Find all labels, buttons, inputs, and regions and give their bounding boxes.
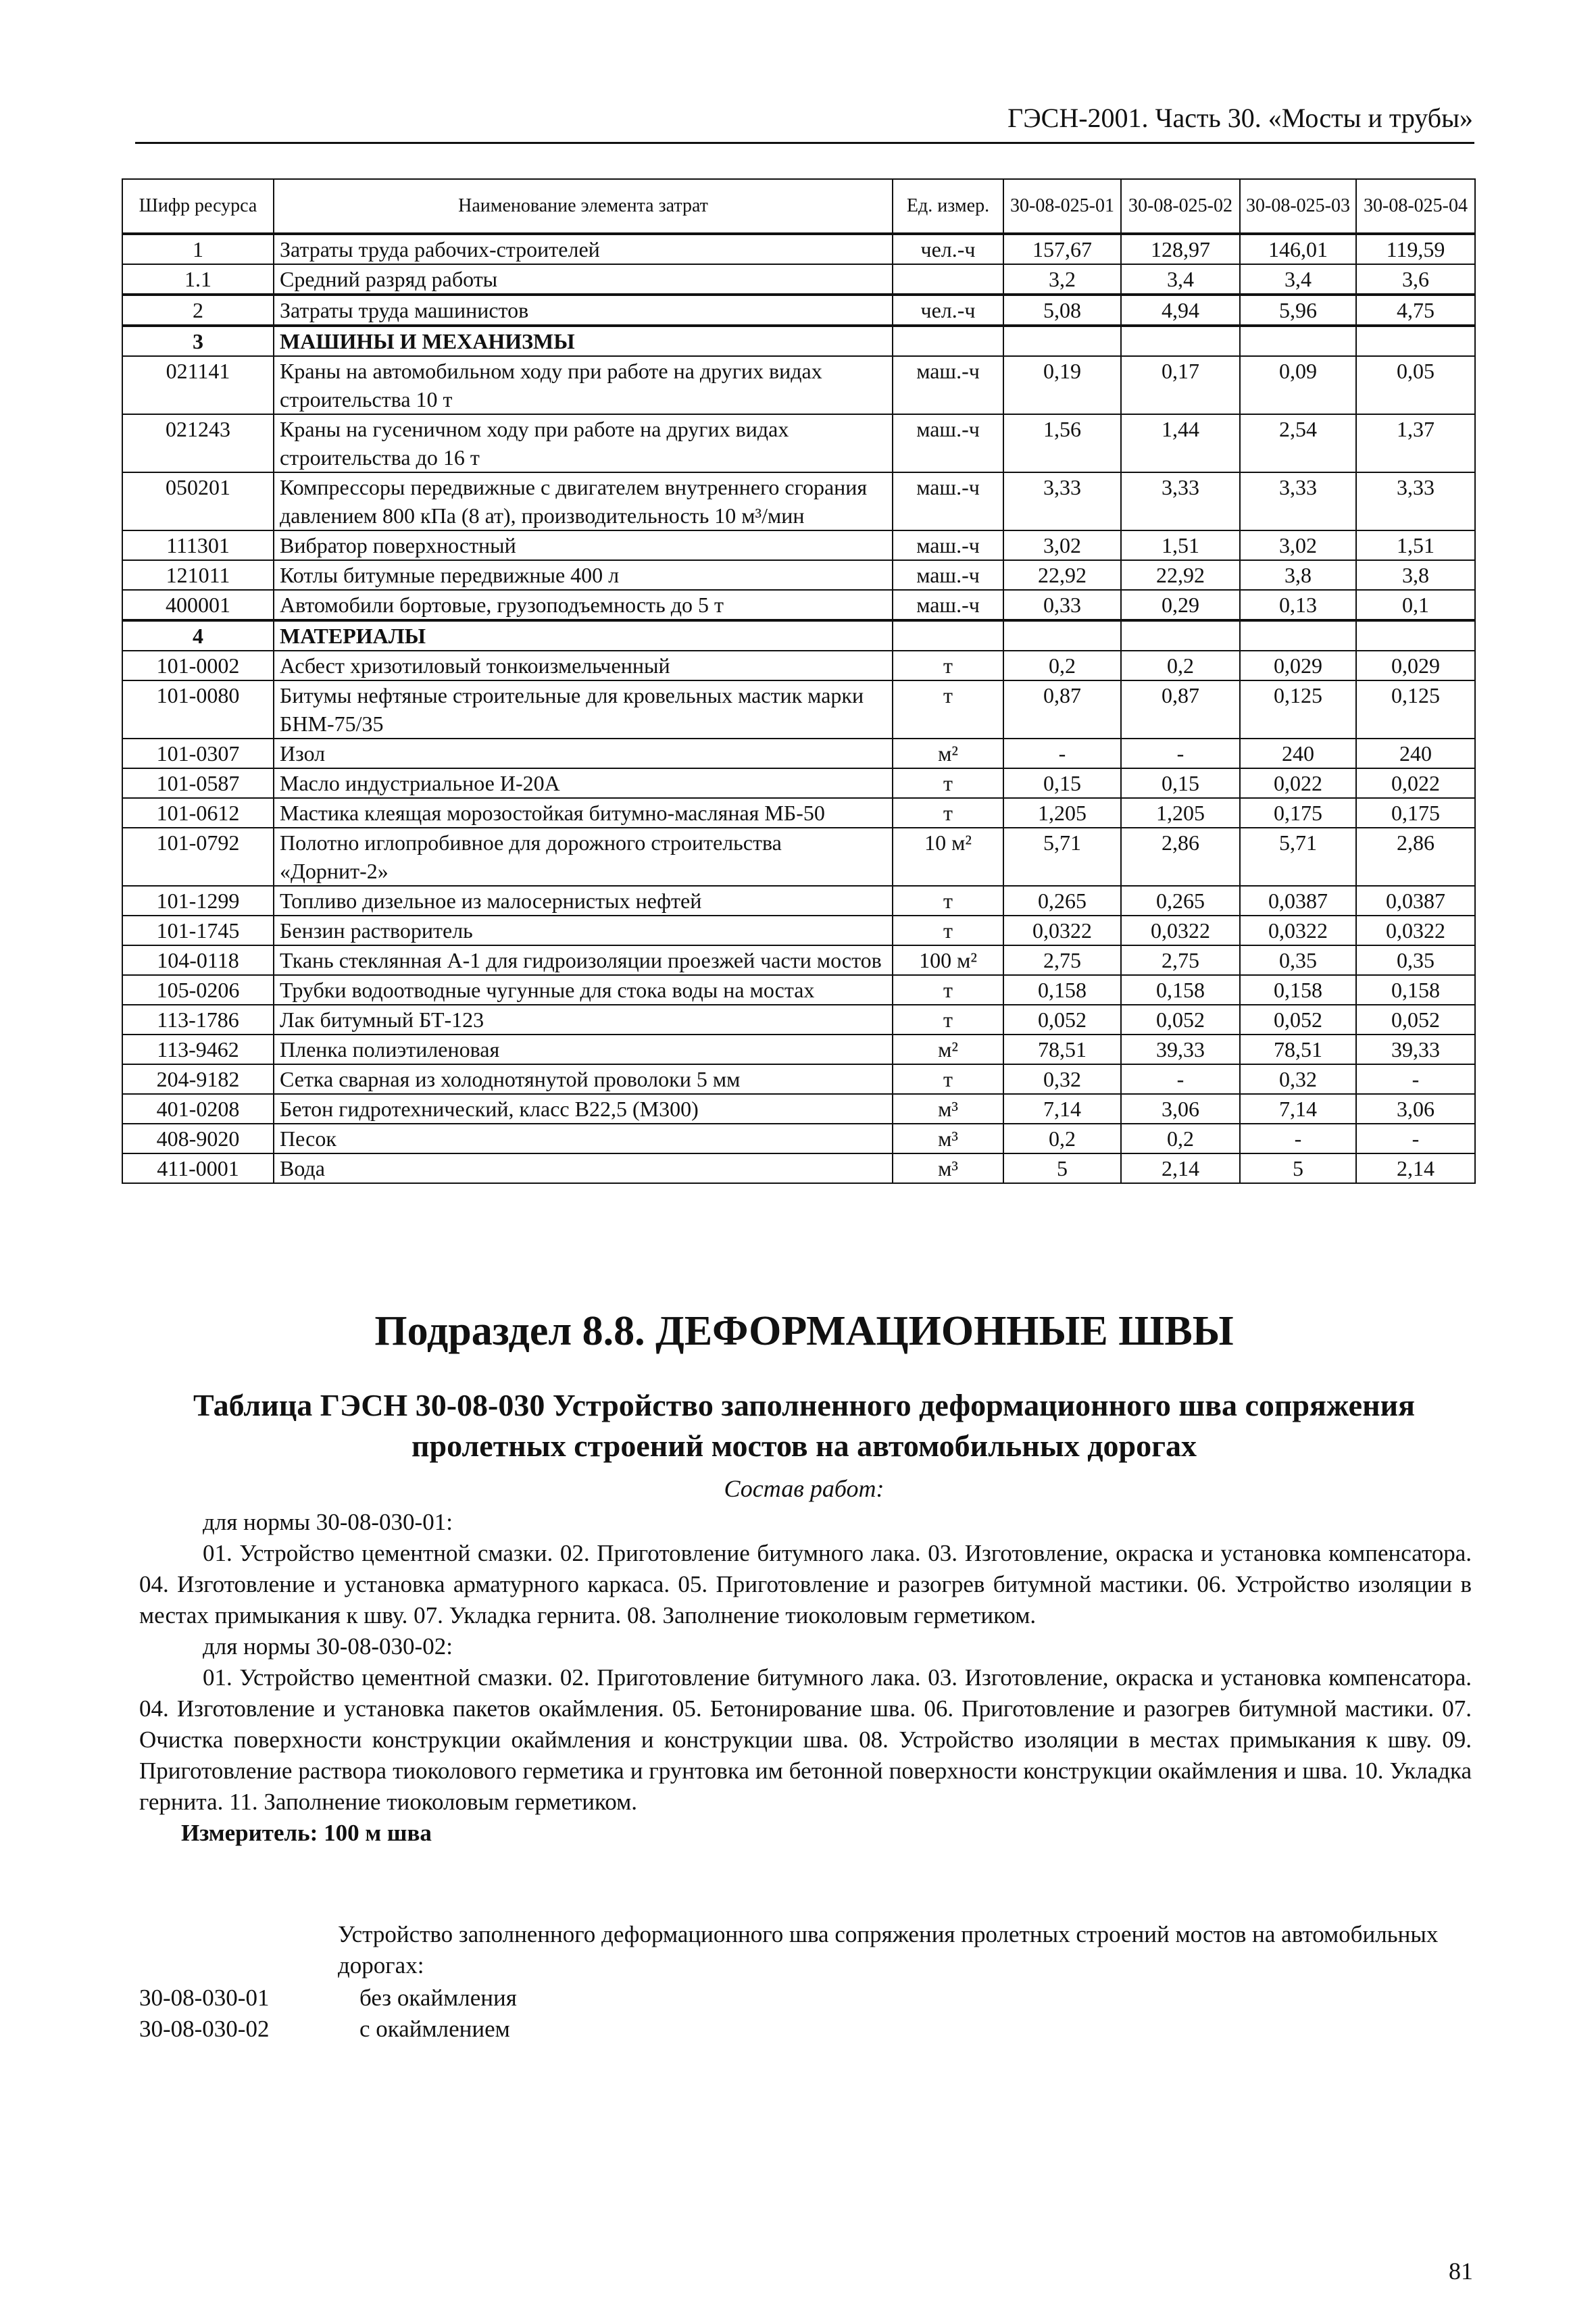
norm-02-value: 4,94 — [1121, 295, 1240, 326]
table-row — [122, 886, 1475, 916]
resource-code-cell: 101-0307 — [122, 739, 274, 768]
cost-element-cell: Изол — [274, 739, 893, 768]
cost-element-cell: Бетон гидротехнический, класс В22,5 (М300) — [274, 1094, 893, 1124]
resource-table — [122, 178, 1476, 1184]
norm-03-value: 0,32 — [1240, 1064, 1356, 1094]
table-header-row — [122, 179, 1475, 234]
resource-code-cell: 101-0587 — [122, 768, 274, 798]
norm-code: 30-08-030-01 — [139, 1985, 270, 2011]
resource-code-cell: 101-0612 — [122, 798, 274, 828]
norm-01-value: 0,87 — [1003, 680, 1121, 739]
cost-element-cell: Пленка полиэтиленовая — [274, 1035, 893, 1064]
norm-04-value: 0,1 — [1356, 590, 1475, 620]
unit-cell: маш.-ч — [893, 356, 1003, 414]
norm-01-value: 5,08 — [1003, 295, 1121, 326]
norm-04-value: 2,14 — [1356, 1153, 1475, 1183]
norm-04-value: 1,51 — [1356, 530, 1475, 560]
norm-02-value: 0,052 — [1121, 1005, 1240, 1035]
norm-03-value: - — [1240, 1124, 1356, 1153]
norm-01-value: 0,19 — [1003, 356, 1121, 414]
norm-04-value: 0,022 — [1356, 768, 1475, 798]
norm-04-value: 0,0322 — [1356, 916, 1475, 945]
table-section-row — [122, 326, 1475, 356]
norm-03-value: 2,54 — [1240, 414, 1356, 472]
table-row — [122, 1094, 1475, 1124]
cost-element-cell: Автомобили бортовые, грузоподъемность до 5 т — [274, 590, 893, 620]
norm-03-value: 0,35 — [1240, 945, 1356, 975]
norm-04-value: 0,0387 — [1356, 886, 1475, 916]
header-unit: Ед. измер. — [893, 179, 1003, 234]
table-row — [122, 1005, 1475, 1035]
norm-code-list — [139, 1983, 517, 2045]
unit-cell: т — [893, 975, 1003, 1005]
cost-element-cell: Бензин растворитель — [274, 916, 893, 945]
norm-02-value: 0,265 — [1121, 886, 1240, 916]
table-row — [122, 739, 1475, 768]
norm-04-value: 1,37 — [1356, 414, 1475, 472]
norm-03-value: 5,71 — [1240, 828, 1356, 886]
unit-cell — [893, 264, 1003, 295]
norm-2-text: 01. Устройство цементной смазки. 02. Приготовление битумного лака. 03. Изготовление, окраска и установка компенсатора. 04. Изготовление и установка пакетов окаймления. 05. Бетонирование шва. 06. Приготовление и разогрев битумной мастики. 07. Очистка поверхности конструкции окаймления и конструкции шва. 08. Устройство изоляции в местах примыкания к шву. 09. Приготовление раствора тиоколового герметика и грунтовка им бетонной поверхности конструкции окаймления и шва. 10. Укладка гернита. 11. Заполнение тиоколовым герметиком. — [139, 1664, 1472, 1815]
cost-element-cell: Затраты труда машинистов — [274, 295, 893, 326]
table-row — [122, 680, 1475, 739]
norm-01-value: 0,2 — [1003, 1124, 1121, 1153]
norm-01-value: 157,67 — [1003, 234, 1121, 264]
norm-01-value: 22,92 — [1003, 560, 1121, 590]
cost-element-cell: Лак битумный БТ-123 — [274, 1005, 893, 1035]
norm-04-value: 3,33 — [1356, 472, 1475, 530]
norm-03-value: 0,175 — [1240, 798, 1356, 828]
norm-02-value: 1,51 — [1121, 530, 1240, 560]
norm-01-value: 0,265 — [1003, 886, 1121, 916]
norm-04-value: - — [1356, 1064, 1475, 1094]
norm-01-value: 0,15 — [1003, 768, 1121, 798]
resource-code-cell: 101-1745 — [122, 916, 274, 945]
cost-element-cell: Песок — [274, 1124, 893, 1153]
page-number: 81 — [1449, 2258, 1473, 2285]
norm-code-row — [139, 2014, 517, 2045]
unit-cell: чел.-ч — [893, 234, 1003, 264]
running-header: ГЭСН-2001. Часть 30. «Мосты и трубы» — [1007, 103, 1473, 133]
table-row — [122, 472, 1475, 530]
norm-code-row — [139, 1983, 517, 2014]
unit-cell — [893, 326, 1003, 356]
resource-code-cell: 400001 — [122, 590, 274, 620]
norm-03-value: 0,0322 — [1240, 916, 1356, 945]
table-row — [122, 798, 1475, 828]
norm-01-value — [1003, 326, 1121, 356]
unit-cell: т — [893, 886, 1003, 916]
cost-element-cell: Средний разряд работы — [274, 264, 893, 295]
norm-03-value: 0,0387 — [1240, 886, 1356, 916]
norm-03-value: 3,02 — [1240, 530, 1356, 560]
table-row — [122, 768, 1475, 798]
norm-04-value: 0,052 — [1356, 1005, 1475, 1035]
unit-cell: м³ — [893, 1153, 1003, 1183]
norm-03-value: 5 — [1240, 1153, 1356, 1183]
table-title — [135, 1385, 1473, 1466]
table-row — [122, 414, 1475, 472]
norm-02-value: 1,205 — [1121, 798, 1240, 828]
norm-01-value — [1003, 620, 1121, 651]
table-row — [122, 356, 1475, 414]
cost-element-cell: Мастика клеящая морозостойкая битумно-масляная МБ-50 — [274, 798, 893, 828]
cost-element-cell: Битумы нефтяные строительные для кровельных мастик марки БНМ-75/35 — [274, 680, 893, 739]
norm-02-value: 39,33 — [1121, 1035, 1240, 1064]
resource-code-cell: 101-1299 — [122, 886, 274, 916]
norm-04-value: 0,35 — [1356, 945, 1475, 975]
norm-01-value: 2,75 — [1003, 945, 1121, 975]
unit-cell: т — [893, 1064, 1003, 1094]
norm-03-value: 0,13 — [1240, 590, 1356, 620]
resource-code-cell: 101-0080 — [122, 680, 274, 739]
norm-01-value: 1,56 — [1003, 414, 1121, 472]
norm-03-value — [1240, 620, 1356, 651]
unit-cell: 100 м² — [893, 945, 1003, 975]
unit-cell: т — [893, 651, 1003, 680]
norm-02-value: 0,2 — [1121, 651, 1240, 680]
norm-code-label: с окаймлением — [359, 2016, 510, 2042]
norm-03-value: 0,052 — [1240, 1005, 1356, 1035]
table-row — [122, 1153, 1475, 1183]
norm-01-value: 3,2 — [1003, 264, 1121, 295]
cost-element-cell: Компрессоры передвижные с двигателем внутреннего сгорания давлением 800 кПа (8 ат), производительность 10 м³/мин — [274, 472, 893, 530]
norm-code: 30-08-030-02 — [139, 2016, 270, 2042]
norm-01-value: 3,02 — [1003, 530, 1121, 560]
cost-element-cell: МАШИНЫ И МЕХАНИЗМЫ — [274, 326, 893, 356]
cost-element-cell: Вибратор поверхностный — [274, 530, 893, 560]
resource-code-cell: 101-0002 — [122, 651, 274, 680]
norm-01-value: 5,71 — [1003, 828, 1121, 886]
norm-04-value: 2,86 — [1356, 828, 1475, 886]
norm-03-value: 0,158 — [1240, 975, 1356, 1005]
norm-02-value: 22,92 — [1121, 560, 1240, 590]
norm-01-value: 0,052 — [1003, 1005, 1121, 1035]
table-row — [122, 828, 1475, 886]
norm-02-value: 3,06 — [1121, 1094, 1240, 1124]
norm-03-value: 0,125 — [1240, 680, 1356, 739]
unit-cell: т — [893, 798, 1003, 828]
unit-cell: маш.-ч — [893, 414, 1003, 472]
unit-cell: м³ — [893, 1094, 1003, 1124]
resource-code-cell: 3 — [122, 326, 274, 356]
norm-04-value: 0,175 — [1356, 798, 1475, 828]
norm-03-value: 0,029 — [1240, 651, 1356, 680]
table-row — [122, 1124, 1475, 1153]
cost-element-cell: Топливо дизельное из малосернистых нефтей — [274, 886, 893, 916]
table-row — [122, 1035, 1475, 1064]
norm-04-value: 0,158 — [1356, 975, 1475, 1005]
header-resource-code: Шифр ресурса — [122, 179, 274, 234]
norm-02-value: 0,15 — [1121, 768, 1240, 798]
norm-04-value: 119,59 — [1356, 234, 1475, 264]
norm-01-value: - — [1003, 739, 1121, 768]
norm-03-value: 240 — [1240, 739, 1356, 768]
cost-element-cell: Вода — [274, 1153, 893, 1183]
norm-02-value: 0,158 — [1121, 975, 1240, 1005]
cost-element-cell: Трубки водоотводные чугунные для стока воды на мостах — [274, 975, 893, 1005]
unit-cell: маш.-ч — [893, 472, 1003, 530]
unit-cell: 10 м² — [893, 828, 1003, 886]
cost-element-cell: Масло индустриальное И-20А — [274, 768, 893, 798]
norm-02-value: - — [1121, 739, 1240, 768]
norm-02-value — [1121, 326, 1240, 356]
table-row — [122, 1064, 1475, 1094]
unit-cell: чел.-ч — [893, 295, 1003, 326]
norm-04-value: 3,8 — [1356, 560, 1475, 590]
resource-code-cell: 021141 — [122, 356, 274, 414]
unit-cell: т — [893, 680, 1003, 739]
norm-02-value: 0,17 — [1121, 356, 1240, 414]
unit-cell: т — [893, 916, 1003, 945]
table-row — [122, 916, 1475, 945]
norm-01-value: 1,205 — [1003, 798, 1121, 828]
resource-code-cell: 204-9182 — [122, 1064, 274, 1094]
resource-code-cell: 104-0118 — [122, 945, 274, 975]
norm-04-value — [1356, 326, 1475, 356]
norm-02-value: 2,14 — [1121, 1153, 1240, 1183]
norm-04-value: - — [1356, 1124, 1475, 1153]
norm-03-value: 146,01 — [1240, 234, 1356, 264]
norm-02-value: 2,75 — [1121, 945, 1240, 975]
norm-01-value: 0,0322 — [1003, 916, 1121, 945]
norm-04-value: 0,05 — [1356, 356, 1475, 414]
measure-unit: Измеритель: 100 м шва — [181, 1820, 432, 1846]
table-row — [122, 651, 1475, 680]
norm-2-label: для нормы 30-08-030-02: — [203, 1633, 453, 1660]
work-composition — [139, 1507, 1472, 1849]
norm-04-value: 0,029 — [1356, 651, 1475, 680]
norm-03-value: 0,09 — [1240, 356, 1356, 414]
cost-element-cell: МАТЕРИАЛЫ — [274, 620, 893, 651]
header-norm-03: 30-08-025-03 — [1240, 179, 1356, 234]
unit-cell: т — [893, 768, 1003, 798]
norm-04-value — [1356, 620, 1475, 651]
norm-1-label: для нормы 30-08-030-01: — [203, 1509, 453, 1535]
norm-03-value: 0,022 — [1240, 768, 1356, 798]
norm-03-value: 3,8 — [1240, 560, 1356, 590]
norm-02-value: 0,2 — [1121, 1124, 1240, 1153]
norm-02-value: 2,86 — [1121, 828, 1240, 886]
norm-description: Устройство заполненного деформационного шва сопряжения пролетных строений мостов на автомобильных дорогах: — [338, 1921, 1439, 1978]
subsection-title: Подраздел 8.8. ДЕФОРМАЦИОННЫЕ ШВЫ — [374, 1308, 1234, 1354]
norm-04-value: 0,125 — [1356, 680, 1475, 739]
resource-code-cell: 4 — [122, 620, 274, 651]
norm-02-value: 0,29 — [1121, 590, 1240, 620]
unit-cell: м² — [893, 739, 1003, 768]
unit-cell: маш.-ч — [893, 590, 1003, 620]
table-title-line-2: пролетных строений мостов на автомобильных дорогах — [412, 1428, 1197, 1463]
cost-element-cell: Краны на автомобильном ходу при работе на других видах строительства 10 т — [274, 356, 893, 414]
norm-04-value: 240 — [1356, 739, 1475, 768]
norm-01-value: 78,51 — [1003, 1035, 1121, 1064]
norm-03-value: 5,96 — [1240, 295, 1356, 326]
resource-code-cell: 2 — [122, 295, 274, 326]
norm-02-value: 3,33 — [1121, 472, 1240, 530]
cost-element-cell: Ткань стеклянная А-1 для гидроизоляции проезжей части мостов — [274, 945, 893, 975]
norm-1-text: 01. Устройство цементной смазки. 02. Приготовление битумного лака. 03. Изготовление, окраска и установка компенсатора. 04. Изготовление и установка арматурного каркаса. 05. Приготовление и разогрев битумной мастики. 06. Устройство изоляции в местах примыкания к шву. 07. Укладка гернита. 08. Заполнение тиоколовым герметиком. — [139, 1540, 1472, 1628]
composition-label: Состав работ: — [724, 1475, 884, 1502]
norm-02-value: 3,4 — [1121, 264, 1240, 295]
norm-02-value — [1121, 620, 1240, 651]
header-cost-element: Наименование элемента затрат — [274, 179, 893, 234]
norm-01-value: 0,33 — [1003, 590, 1121, 620]
norm-02-value: 0,87 — [1121, 680, 1240, 739]
norm-04-value: 4,75 — [1356, 295, 1475, 326]
resource-code-cell: 121011 — [122, 560, 274, 590]
norm-04-value: 3,06 — [1356, 1094, 1475, 1124]
table-row — [122, 590, 1475, 620]
table-row — [122, 560, 1475, 590]
norm-01-value: 7,14 — [1003, 1094, 1121, 1124]
header-norm-01: 30-08-025-01 — [1003, 179, 1121, 234]
norm-01-value: 3,33 — [1003, 472, 1121, 530]
unit-cell: маш.-ч — [893, 530, 1003, 560]
cost-element-cell: Краны на гусеничном ходу при работе на других видах строительства до 16 т — [274, 414, 893, 472]
norm-01-value: 0,32 — [1003, 1064, 1121, 1094]
header-norm-02: 30-08-025-02 — [1121, 179, 1240, 234]
resource-code-cell: 111301 — [122, 530, 274, 560]
table-row — [122, 234, 1475, 264]
table-row — [122, 945, 1475, 975]
table-body — [122, 234, 1475, 1183]
resource-code-cell: 113-1786 — [122, 1005, 274, 1035]
norm-code-label: без окаймления — [359, 1985, 517, 2011]
table-row — [122, 975, 1475, 1005]
cost-element-cell: Асбест хризотиловый тонкоизмельченный — [274, 651, 893, 680]
norm-03-value — [1240, 326, 1356, 356]
cost-element-cell: Затраты труда рабочих-строителей — [274, 234, 893, 264]
norm-03-value: 3,33 — [1240, 472, 1356, 530]
unit-cell: т — [893, 1005, 1003, 1035]
cost-element-cell: Сетка сварная из холоднотянутой проволоки 5 мм — [274, 1064, 893, 1094]
cost-element-cell: Полотно иглопробивное для дорожного строительства «Дорнит-2» — [274, 828, 893, 886]
norm-02-value: 0,0322 — [1121, 916, 1240, 945]
resource-code-cell: 401-0208 — [122, 1094, 274, 1124]
unit-cell: маш.-ч — [893, 560, 1003, 590]
norm-01-value: 0,2 — [1003, 651, 1121, 680]
header-norm-04: 30-08-025-04 — [1356, 179, 1475, 234]
resource-code-cell: 408-9020 — [122, 1124, 274, 1153]
table-title-line-1: Таблица ГЭСН 30-08-030 Устройство заполненного деформационного шва сопряжения — [193, 1388, 1415, 1422]
norm-02-value: 1,44 — [1121, 414, 1240, 472]
unit-cell — [893, 620, 1003, 651]
norm-01-value: 5 — [1003, 1153, 1121, 1183]
norm-01-value: 0,158 — [1003, 975, 1121, 1005]
resource-code-cell: 1 — [122, 234, 274, 264]
unit-cell: м³ — [893, 1124, 1003, 1153]
resource-code-cell: 411-0001 — [122, 1153, 274, 1183]
norm-03-value: 78,51 — [1240, 1035, 1356, 1064]
header-rule — [135, 142, 1474, 144]
resource-code-cell: 105-0206 — [122, 975, 274, 1005]
table-section-row — [122, 620, 1475, 651]
norm-04-value: 39,33 — [1356, 1035, 1475, 1064]
resource-code-cell: 050201 — [122, 472, 274, 530]
resource-code-cell: 1.1 — [122, 264, 274, 295]
table-row — [122, 295, 1475, 326]
norm-03-value: 7,14 — [1240, 1094, 1356, 1124]
unit-cell: м² — [893, 1035, 1003, 1064]
norm-04-value: 3,6 — [1356, 264, 1475, 295]
norm-02-value: - — [1121, 1064, 1240, 1094]
resource-code-cell: 101-0792 — [122, 828, 274, 886]
norm-03-value: 3,4 — [1240, 264, 1356, 295]
norm-02-value: 128,97 — [1121, 234, 1240, 264]
table-row — [122, 530, 1475, 560]
resource-code-cell: 113-9462 — [122, 1035, 274, 1064]
resource-code-cell: 021243 — [122, 414, 274, 472]
cost-element-cell: Котлы битумные передвижные 400 л — [274, 560, 893, 590]
table-row — [122, 264, 1475, 295]
